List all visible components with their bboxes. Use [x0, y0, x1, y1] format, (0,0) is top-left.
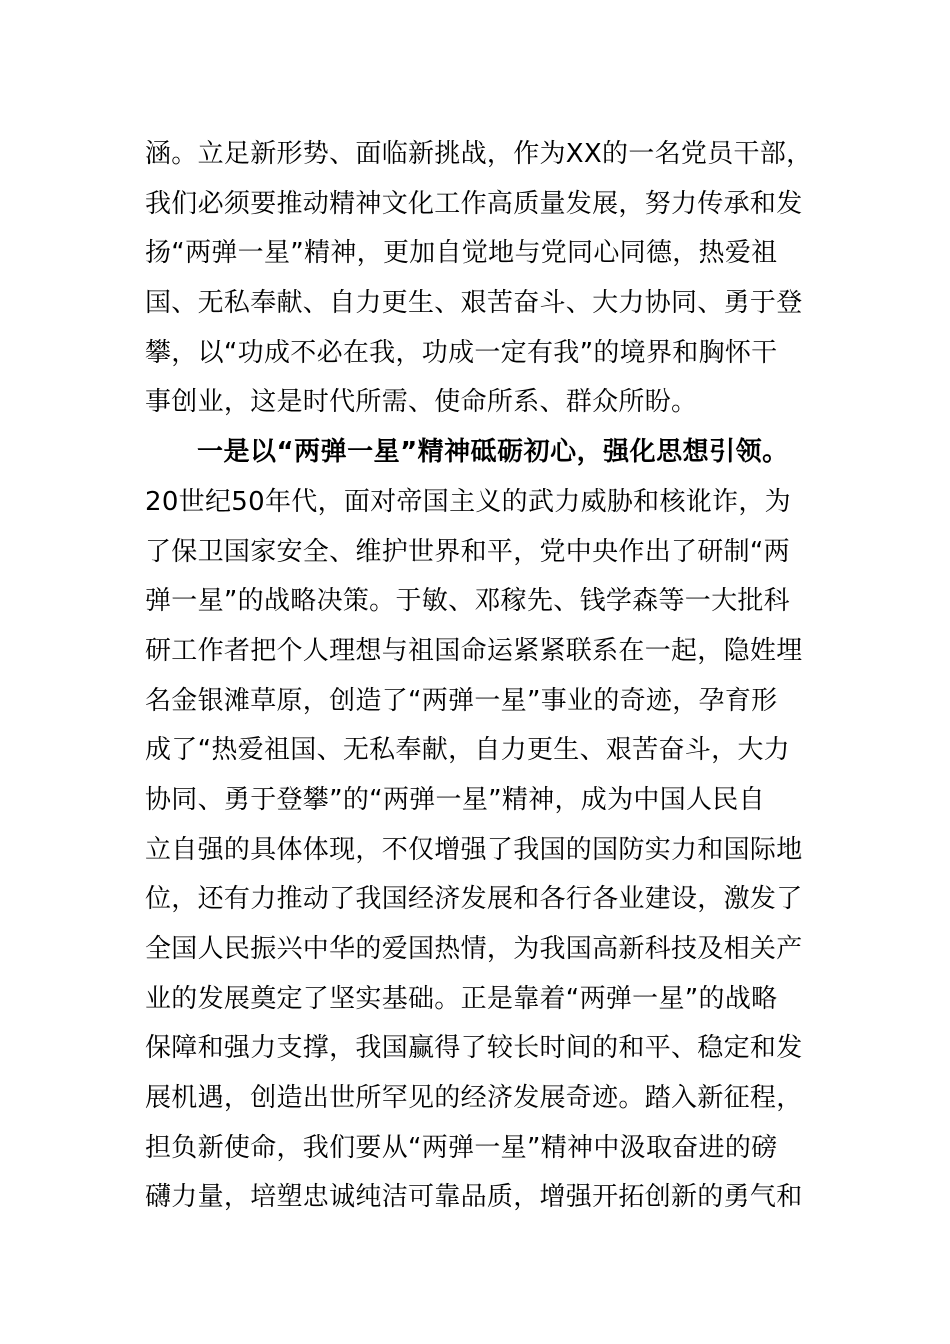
text-line: 涵。立足新形势、面临新挑战，作为XX的一名党员干部， — [145, 139, 813, 169]
text-line: 研工作者把个人理想与祖国命运紧紧联系在一起，隐姓埋 — [145, 635, 803, 666]
text-line: 协同、勇于登攀”的“两弹一星”精神，成为中国人民自 — [145, 784, 765, 815]
text-line: 保障和强力支撑，我国赢得了较长时间的和平、稳定和发 — [145, 1033, 803, 1064]
text-line: 我们必须要推动精神文化工作高质量发展，努力传承和发 — [145, 188, 803, 219]
text-line: 担负新使命，我们要从“两弹一星”精神中汲取奋进的磅 — [145, 1132, 778, 1163]
text-line: 业的发展奠定了坚实基础。正是靠着“两弹一星”的战略 — [145, 983, 778, 1014]
section-heading: 一是以“两弹一星”精神砥砺初心，强化思想引领。 — [197, 437, 789, 468]
text-line: 事创业，这是时代所需、使命所系、群众所盼。 — [145, 387, 698, 418]
text-line: 20世纪50年代，面对帝国主义的武力威胁和核讹诈，为 — [145, 486, 791, 517]
text-line: 弹一星”的战略决策。于敏、邓稼先、钱学森等一大批科 — [145, 586, 790, 617]
text-line: 展机遇，创造出世所罕见的经济发展奇迹。踏入新征程， — [145, 1083, 803, 1114]
text-line: 国、无私奉献、自力更生、艰苦奋斗、大力协同、勇于登 — [145, 288, 803, 319]
text-line: 扬“两弹一星”精神，更加自觉地与党同心同德，热爱祖 — [145, 238, 778, 269]
text-line: 全国人民振兴中华的爱国热情，为我国高新科技及相关产 — [145, 934, 803, 964]
text-line: 礴力量，培塑忠诚纯洁可靠品质，增强开拓创新的勇气和 — [145, 1182, 803, 1213]
text-line: 位，还有力推动了我国经济发展和各行各业建设，激发了 — [145, 884, 803, 915]
text-line: 攀，以“功成不必在我，功成一定有我”的境界和胸怀干 — [145, 337, 778, 368]
text-line: 立自强的具体体现，不仅增强了我国的国防实力和国际地 — [145, 834, 803, 865]
text-line: 了保卫国家安全、维护世界和平，党中央作出了研制“两 — [145, 536, 790, 567]
text-line: 成了“热爱祖国、无私奉献，自力更生、艰苦奋斗，大力 — [145, 735, 790, 766]
document-body — [145, 130, 845, 1223]
text-line: 名金银滩草原，创造了“两弹一星”事业的奇迹，孕育形 — [145, 685, 778, 716]
